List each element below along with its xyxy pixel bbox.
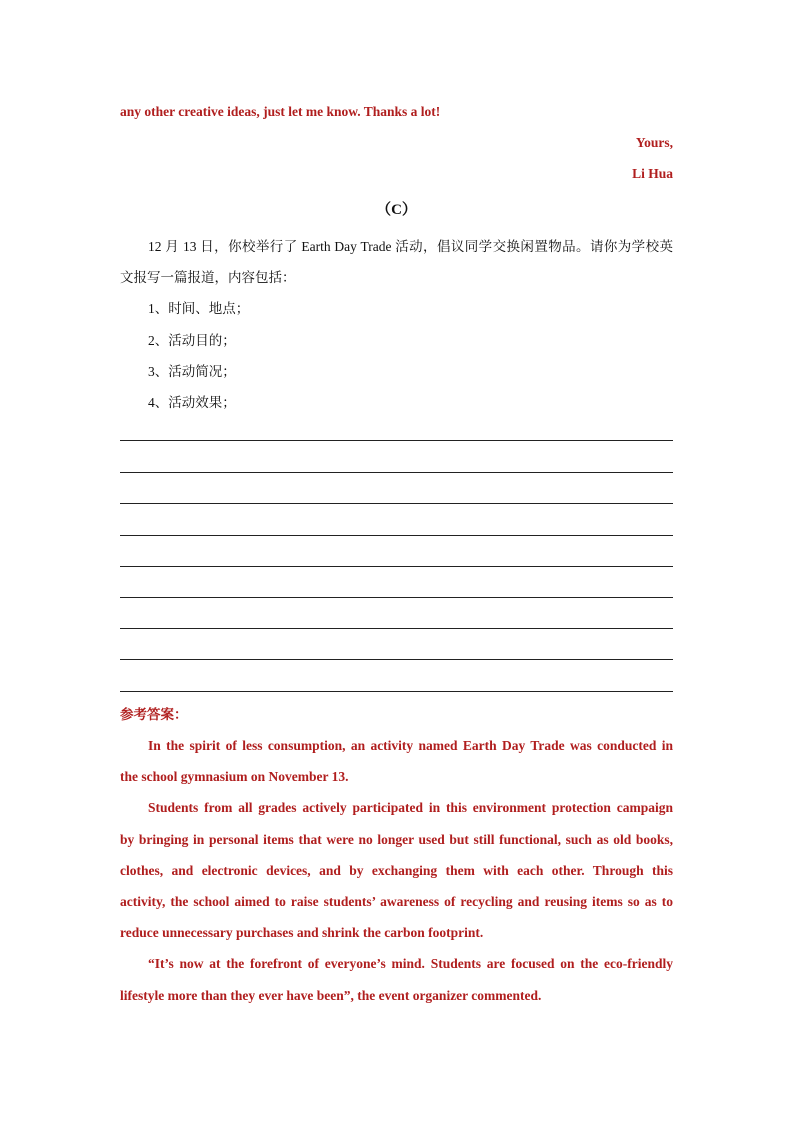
answer-line: reduce unnecessary purchases and shrink the carbon footprint. bbox=[120, 925, 484, 940]
letter-closing-line: any other creative ideas, just let me know. Thanks a lot! bbox=[120, 104, 441, 119]
answer-line: clothes, and electronic devices, and by exchanging them with each other. Through this bbox=[120, 863, 673, 878]
writing-line bbox=[120, 440, 673, 441]
answer-line: lifestyle more than they ever have been”, the event organizer commented. bbox=[120, 988, 542, 1003]
letter-signature: Li Hua bbox=[632, 166, 673, 181]
requirement-item: 4、活动效果； bbox=[148, 395, 236, 410]
requirement-item: 1、时间、地点； bbox=[148, 301, 250, 316]
section-heading: （C） bbox=[376, 202, 417, 218]
prompt-line: 12 月 13 日，你校举行了 Earth Day Trade 活动，倡议同学交换闲置物品。请你为学校英 bbox=[148, 239, 673, 254]
answer-line: “It’s now at the forefront of everyone’s mind. Students are focused on the eco-friendly bbox=[148, 956, 673, 971]
answer-line: In the spirit of less consumption, an activity named Earth Day Trade was conducted in bbox=[148, 738, 673, 753]
writing-line bbox=[120, 503, 673, 504]
writing-line bbox=[120, 691, 673, 692]
writing-line bbox=[120, 566, 673, 567]
answer-line: activity, the school aimed to raise students’ awareness of recycling and reusing items so as to bbox=[120, 894, 673, 909]
writing-line bbox=[120, 535, 673, 536]
answer-line: Students from all grades actively participated in this environment protection campaign bbox=[148, 800, 673, 815]
letter-sign-off: Yours, bbox=[635, 135, 673, 150]
answer-label: 参考答案： bbox=[120, 707, 188, 722]
writing-line bbox=[120, 659, 673, 660]
writing-line bbox=[120, 472, 673, 473]
requirement-item: 2、活动目的； bbox=[148, 333, 236, 348]
prompt-line: 文报写一篇报道，内容包括： bbox=[120, 270, 296, 285]
writing-line bbox=[120, 628, 673, 629]
writing-line bbox=[120, 597, 673, 598]
requirement-item: 3、活动简况； bbox=[148, 364, 236, 379]
answer-line: the school gymnasium on November 13. bbox=[120, 769, 349, 784]
answer-line: by bringing in personal items that were no longer used but still functional, such as old books, bbox=[120, 832, 673, 847]
document-page bbox=[120, 0, 673, 1123]
